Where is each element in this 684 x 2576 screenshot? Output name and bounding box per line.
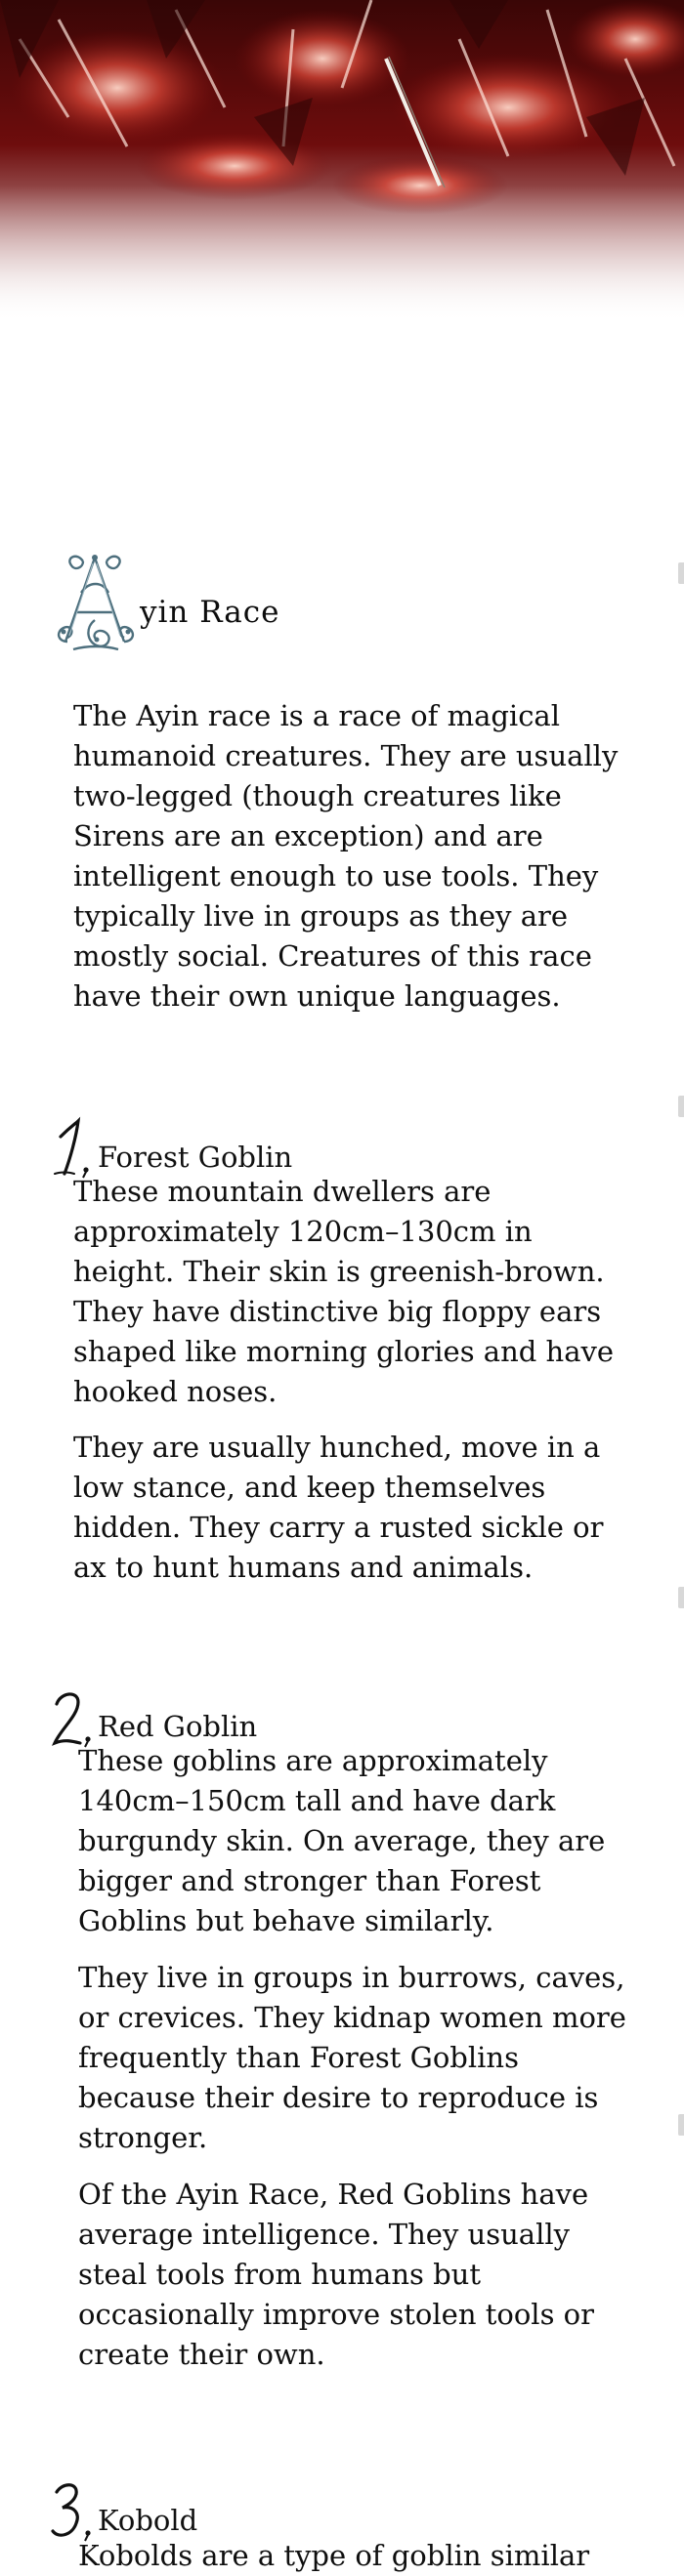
page-edge-marker <box>678 1587 684 1608</box>
section-heading-kobold <box>47 2478 197 2543</box>
header-banner <box>0 0 684 322</box>
section-paragraph: These goblins are approximately 140cm–150cm tall and have dark burgundy skin. On average, they are bigger and stronger than Forest Goblins but behave similarly. <box>78 1744 606 1937</box>
page-title <box>54 552 280 654</box>
ornate-drop-cap <box>54 552 138 654</box>
section-title: Red Goblin <box>98 1710 258 1743</box>
page-title-text: yin Race <box>140 594 280 630</box>
numeral-2-glyph <box>47 1684 96 1749</box>
page-edge-marker <box>678 562 684 584</box>
section-heading-forest-goblin <box>47 1115 292 1180</box>
section-title: Forest Goblin <box>98 1141 293 1174</box>
section-paragraph: They live in groups in burrows, caves, or crevices. They kidnap women more frequently than Forest Goblins because their desire to reproduce is stronger. <box>78 1961 626 2154</box>
section-title: Kobold <box>98 2504 198 2537</box>
section-paragraph: These mountain dwellers are approximately 120cm–130cm in height. Their skin is greenish-brown. They have distinctive big floppy ears shaped like morning glories and have hooked noses. <box>73 1175 615 1408</box>
section-heading-red-goblin <box>47 1684 257 1749</box>
banner-fade <box>0 186 684 322</box>
section-paragraph: Kobolds are a type of goblin similar <box>78 2539 590 2572</box>
intro-paragraph: The Ayin race is a race of magical humanoid creatures. They are usually two-legged (though creatures like Sirens are an exception) and are intelligent enough to use tools. They typically live in groups as they are mostly social. Creatures of this race have their own unique languages. <box>73 699 619 1013</box>
section-paragraph: They are usually hunched, move in a low stance, and keep themselves hidden. They carry a rusted sickle or ax to hunt humans and animals. <box>73 1431 604 1584</box>
numeral-1-glyph <box>47 1115 96 1180</box>
page-edge-marker <box>678 2114 684 2136</box>
numeral-3-glyph <box>47 2478 96 2543</box>
section-paragraph: Of the Ayin Race, Red Goblins have average intelligence. They usually steal tools from humans but occasionally improve stolen tools or create their own. <box>78 2178 594 2371</box>
page-edge-marker <box>678 1096 684 1117</box>
